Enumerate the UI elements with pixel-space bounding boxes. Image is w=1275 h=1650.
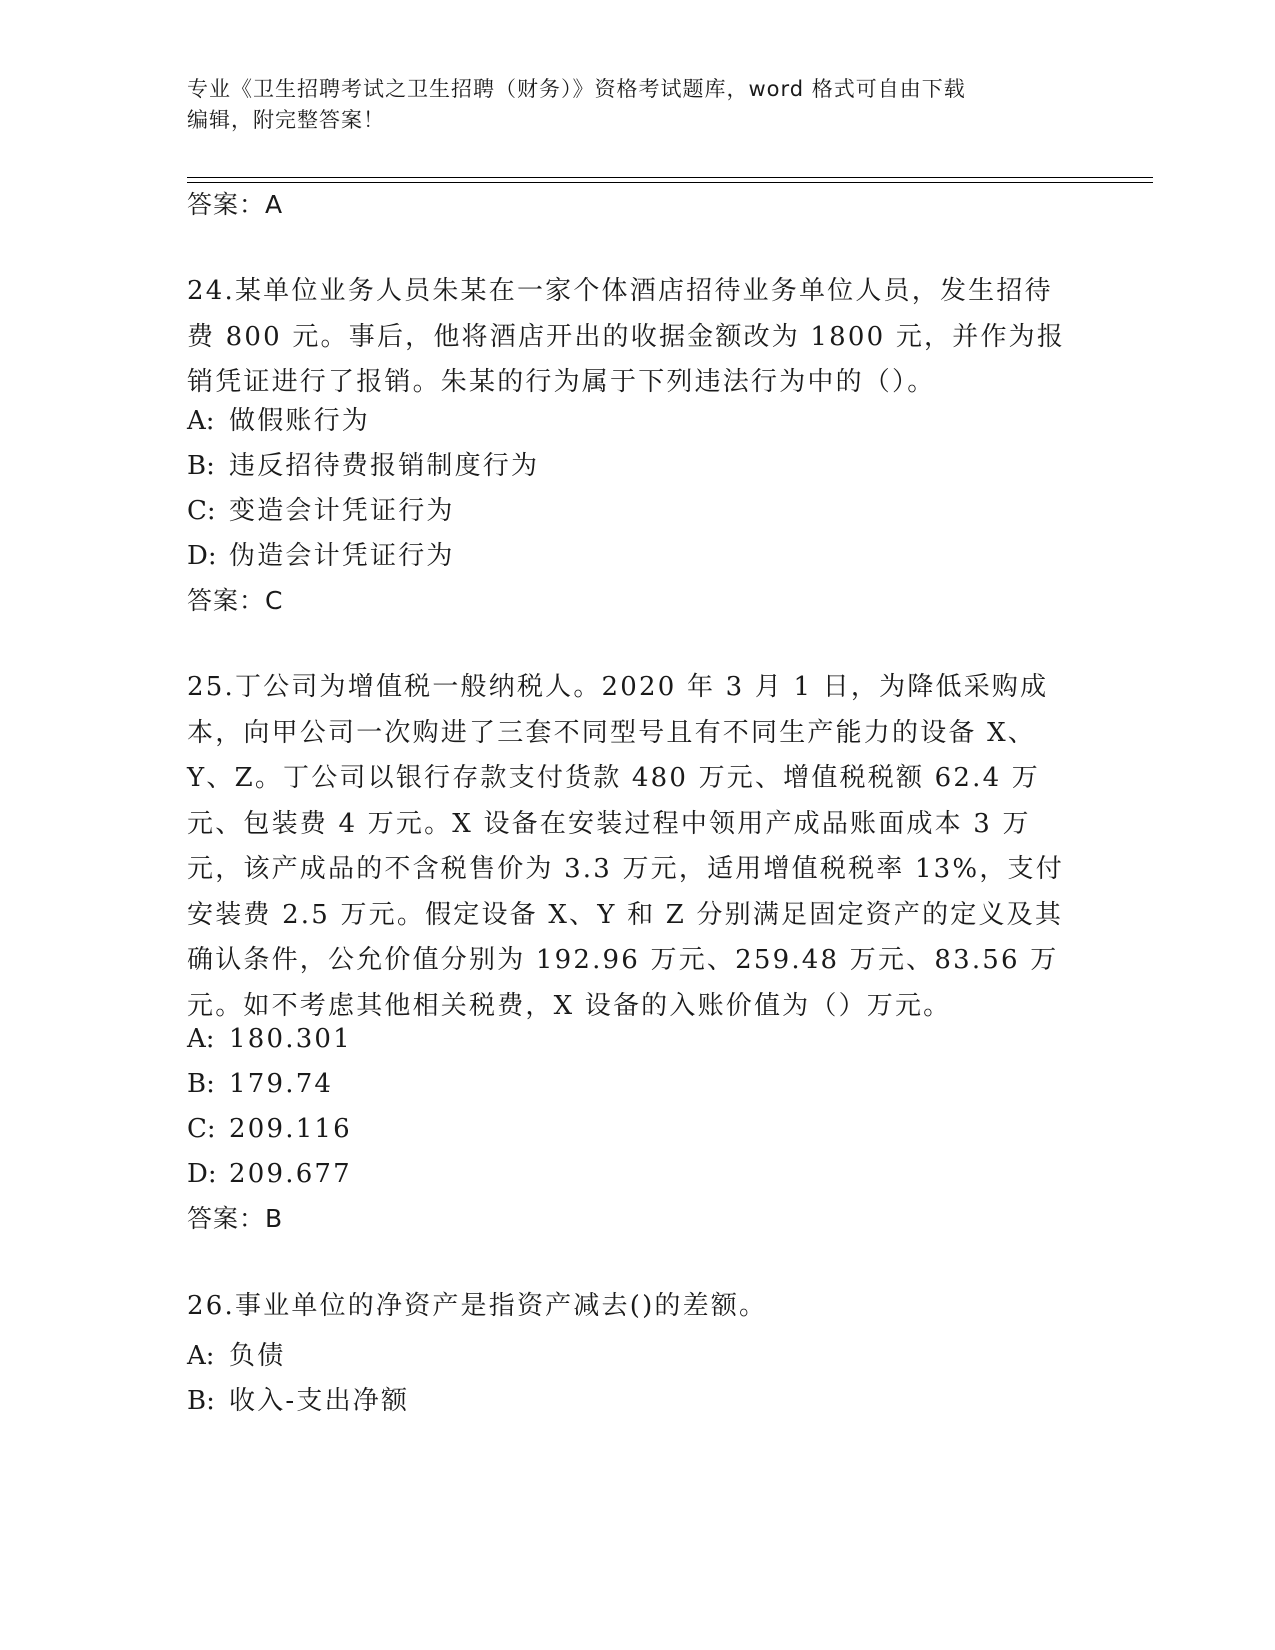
- header-line-2: 编辑，附完整答案！: [187, 108, 385, 132]
- option-label: B:: [187, 451, 215, 481]
- option-label: A:: [187, 1024, 215, 1054]
- option-label: C:: [187, 1114, 216, 1144]
- option-label: D:: [187, 541, 217, 571]
- option-text: 209.677: [229, 1159, 352, 1189]
- option-label: A:: [187, 1341, 215, 1371]
- option-label: B:: [187, 1386, 215, 1416]
- option-label: C:: [187, 496, 216, 526]
- option-text: 负债: [229, 1341, 286, 1371]
- option-label: D:: [187, 1159, 217, 1189]
- question-25-option-a: [187, 1022, 352, 1056]
- option-text: 伪造会计凭证行为: [229, 541, 455, 571]
- question-25-option-b: [187, 1067, 333, 1101]
- question-24-option-b: [187, 449, 539, 483]
- option-text: 209.116: [229, 1114, 352, 1144]
- answer-q23: 答案：A: [187, 190, 284, 219]
- document-header: [187, 74, 1067, 136]
- option-text: 做假账行为: [229, 406, 371, 436]
- option-text: 违反招待费报销制度行为: [229, 451, 540, 481]
- option-label: A:: [187, 406, 215, 436]
- question-25-option-d: [187, 1157, 352, 1191]
- question-24-option-d: [187, 539, 455, 573]
- answer-q25: 答案：B: [187, 1204, 284, 1233]
- option-text: 179.74: [229, 1069, 334, 1099]
- header-line-1: 专业《卫生招聘考试之卫生招聘（财务）》资格考试题库，word 格式可自由下载: [187, 77, 966, 101]
- question-24-text: 24.某单位业务人员朱某在一家个体酒店招待业务单位人员，发生招待费 800 元。事后，他将酒店开出的收据金额改为 1800 元，并作为报销凭证进行了报销。朱某的行为属于下列违法行为中的（）。: [187, 276, 1066, 397]
- question-26-option-a: [187, 1339, 285, 1373]
- option-text: 变造会计凭证行为: [229, 496, 455, 526]
- question-24-option-a: [187, 404, 370, 438]
- question-24-option-c: [187, 494, 455, 528]
- option-text: 180.301: [229, 1024, 352, 1054]
- question-25-option-c: [187, 1112, 352, 1146]
- header-rule-bottom: [187, 182, 1153, 183]
- answer-q24: 答案：C: [187, 586, 284, 615]
- question-26-text: 26.事业单位的净资产是指资产减去()的差额。: [187, 1291, 768, 1321]
- option-label: B:: [187, 1069, 215, 1099]
- option-text: 收入-支出净额: [229, 1386, 410, 1416]
- question-26-option-b: [187, 1384, 409, 1418]
- header-rule-top: [187, 177, 1153, 178]
- question-25-text: 25.丁公司为增值税一般纳税人。2020 年 3 月 1 日，为降低采购成本，向甲公司一次购进了三套不同型号且有不同生产能力的设备 X、Y、Z。丁公司以银行存款支付货款 480 万元、增值税税额 62.4 万元、包装费 4 万元。X 设备在安装过程中领用产成品账面成本 3 万元，该产成品的不含税售价为 3.3 万元，适用增值税税率 13%，支付安装费 2.5 万元。假定设备 X、Y 和 Z 分别满足固定资产的定义及其确认条件，公允价值分别为 192.96 万元、259.48 万元、83.56 万元。如不考虑其他相关税费，X 设备的入账价值为（）万元。: [187, 672, 1064, 1021]
